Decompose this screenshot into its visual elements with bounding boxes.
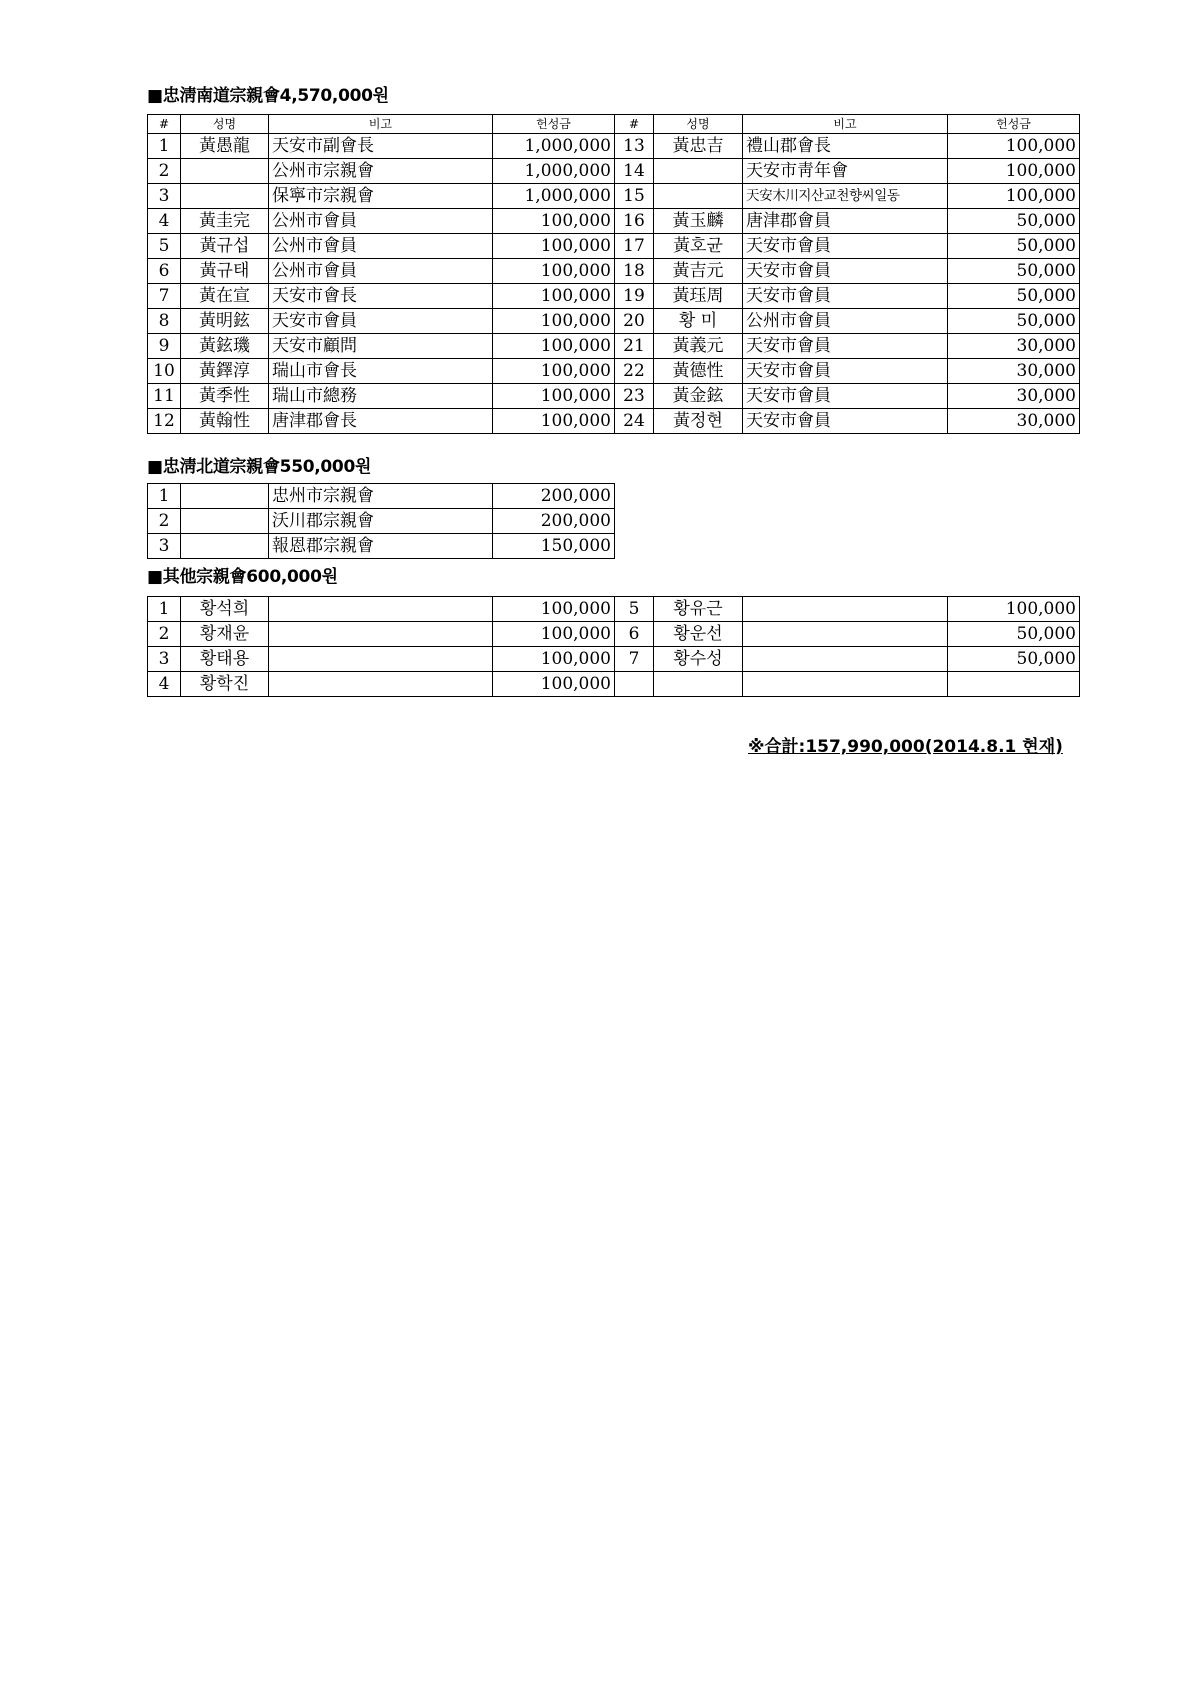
donor-name — [181, 484, 269, 509]
note-cell: 天安市靑年會 — [743, 159, 948, 184]
amount-cell: 30,000 — [948, 359, 1080, 384]
donor-name: 黃玉麟 — [654, 209, 743, 234]
table-row — [148, 622, 1080, 647]
donor-name: 黃鉉璣 — [181, 334, 269, 359]
note-cell: 天安市會員 — [743, 359, 948, 384]
donor-name — [181, 159, 269, 184]
donor-name: 黃忠吉 — [654, 134, 743, 159]
note-cell — [743, 672, 948, 697]
donor-name: 황 미 — [654, 309, 743, 334]
row-number: 10 — [148, 359, 181, 384]
amount-cell: 50,000 — [948, 259, 1080, 284]
row-number: 13 — [615, 134, 654, 159]
donor-name: 황학진 — [181, 672, 269, 697]
row-number: 8 — [148, 309, 181, 334]
row-number: 2 — [148, 622, 181, 647]
donation-table-chungnam — [147, 114, 1080, 434]
note-cell: 天安市會員 — [743, 259, 948, 284]
donor-name: 黃圭完 — [181, 209, 269, 234]
row-number: 15 — [615, 184, 654, 209]
amount-cell: 100,000 — [493, 597, 615, 622]
table-row — [148, 359, 1080, 384]
note-cell: 保寧市宗親會 — [269, 184, 493, 209]
row-number: 19 — [615, 284, 654, 309]
note-cell: 天安市顧問 — [269, 334, 493, 359]
note-cell: 報恩郡宗親會 — [269, 534, 493, 559]
amount-cell: 30,000 — [948, 409, 1080, 434]
row-number: 2 — [148, 159, 181, 184]
amount-cell: 200,000 — [493, 484, 615, 509]
amount-cell: 50,000 — [948, 284, 1080, 309]
donor-name: 황운선 — [654, 622, 743, 647]
donor-name: 黃季性 — [181, 384, 269, 409]
table-row — [148, 672, 1080, 697]
row-number: 1 — [148, 597, 181, 622]
amount-cell: 100,000 — [493, 309, 615, 334]
row-number: 1 — [148, 134, 181, 159]
note-cell: 天安木川지산교천향씨일동 — [743, 184, 948, 209]
table-row — [148, 647, 1080, 672]
donor-name — [654, 184, 743, 209]
row-number: 7 — [148, 284, 181, 309]
amount-cell: 50,000 — [948, 647, 1080, 672]
table-row — [148, 384, 1080, 409]
note-cell: 禮山郡會長 — [743, 134, 948, 159]
note-cell — [269, 597, 493, 622]
amount-cell: 50,000 — [948, 209, 1080, 234]
row-number: 22 — [615, 359, 654, 384]
amount-cell: 100,000 — [493, 647, 615, 672]
row-number: 5 — [615, 597, 654, 622]
note-cell: 唐津郡會員 — [743, 209, 948, 234]
amount-cell: 100,000 — [493, 209, 615, 234]
amount-cell — [948, 672, 1080, 697]
donor-name: 黃德性 — [654, 359, 743, 384]
amount-cell: 100,000 — [493, 234, 615, 259]
amount-cell: 30,000 — [948, 384, 1080, 409]
row-number: 4 — [148, 209, 181, 234]
table-row — [148, 309, 1080, 334]
donor-name: 黃鐸淳 — [181, 359, 269, 384]
table-row — [148, 284, 1080, 309]
table-row — [148, 509, 615, 534]
row-number: 7 — [615, 647, 654, 672]
donor-name — [181, 184, 269, 209]
note-cell: 公州市會員 — [269, 259, 493, 284]
note-cell: 公州市宗親會 — [269, 159, 493, 184]
row-number: 14 — [615, 159, 654, 184]
note-cell — [743, 647, 948, 672]
note-cell — [743, 622, 948, 647]
amount-cell: 100,000 — [948, 159, 1080, 184]
note-cell: 天安市會員 — [743, 284, 948, 309]
note-cell — [269, 672, 493, 697]
header-amount: 헌성금 — [948, 115, 1080, 134]
section-title-others: ■其他宗親會600,000원 — [147, 567, 338, 587]
table-row — [148, 209, 1080, 234]
row-number: 6 — [615, 622, 654, 647]
header-number: # — [615, 115, 654, 134]
amount-cell: 30,000 — [948, 334, 1080, 359]
donor-name: 황태용 — [181, 647, 269, 672]
table-header-row — [148, 115, 1080, 134]
row-number: 6 — [148, 259, 181, 284]
amount-cell: 100,000 — [493, 409, 615, 434]
table-row — [148, 334, 1080, 359]
table-row — [148, 234, 1080, 259]
row-number: 21 — [615, 334, 654, 359]
amount-cell: 50,000 — [948, 234, 1080, 259]
donor-name: 黃義元 — [654, 334, 743, 359]
amount-cell: 100,000 — [493, 672, 615, 697]
note-cell: 沃川郡宗親會 — [269, 509, 493, 534]
row-number: 18 — [615, 259, 654, 284]
row-number: 1 — [148, 484, 181, 509]
note-cell: 忠州市宗親會 — [269, 484, 493, 509]
header-note: 비고 — [743, 115, 948, 134]
header-amount: 헌성금 — [493, 115, 615, 134]
amount-cell: 100,000 — [493, 259, 615, 284]
donor-name: 황유근 — [654, 597, 743, 622]
row-number: 23 — [615, 384, 654, 409]
header-name: 성명 — [654, 115, 743, 134]
amount-cell: 150,000 — [493, 534, 615, 559]
note-cell: 瑞山市會長 — [269, 359, 493, 384]
amount-cell: 100,000 — [948, 184, 1080, 209]
header-note: 비고 — [269, 115, 493, 134]
donor-name: 黃明鉉 — [181, 309, 269, 334]
donor-name — [654, 159, 743, 184]
amount-cell: 100,000 — [493, 334, 615, 359]
note-cell: 天安市會員 — [269, 309, 493, 334]
table-row — [148, 159, 1080, 184]
table-row — [148, 184, 1080, 209]
donor-name: 黃규태 — [181, 259, 269, 284]
amount-cell: 100,000 — [493, 622, 615, 647]
grand-total: ※合計:157,990,000(2014.8.1 현재) — [748, 737, 1063, 757]
row-number: 3 — [148, 647, 181, 672]
amount-cell: 1,000,000 — [493, 159, 615, 184]
donor-name: 황석희 — [181, 597, 269, 622]
amount-cell: 50,000 — [948, 309, 1080, 334]
donor-name — [181, 509, 269, 534]
note-cell: 天安市會員 — [743, 234, 948, 259]
donor-name: 황수성 — [654, 647, 743, 672]
table-row — [148, 597, 1080, 622]
amount-cell: 100,000 — [493, 284, 615, 309]
donor-name: 黃정현 — [654, 409, 743, 434]
note-cell — [269, 622, 493, 647]
donor-name: 黃金鉉 — [654, 384, 743, 409]
donor-name — [181, 534, 269, 559]
table-row — [148, 259, 1080, 284]
table-row — [148, 409, 1080, 434]
table-row — [148, 134, 1080, 159]
note-cell: 瑞山市總務 — [269, 384, 493, 409]
note-cell: 天安市會長 — [269, 284, 493, 309]
row-number: 4 — [148, 672, 181, 697]
donor-name: 黃吉元 — [654, 259, 743, 284]
note-cell: 天安市副會長 — [269, 134, 493, 159]
note-cell: 唐津郡會長 — [269, 409, 493, 434]
row-number — [615, 672, 654, 697]
donor-name: 黃호균 — [654, 234, 743, 259]
note-cell: 公州市會員 — [269, 234, 493, 259]
note-cell: 天安市會員 — [743, 384, 948, 409]
row-number: 12 — [148, 409, 181, 434]
amount-cell: 100,000 — [493, 384, 615, 409]
donor-name: 黃愚龍 — [181, 134, 269, 159]
table-row — [148, 484, 615, 509]
section-title-chungbuk: ■忠淸北道宗親會550,000원 — [147, 457, 372, 477]
section-title-chungnam: ■忠淸南道宗親會4,570,000원 — [147, 86, 389, 106]
donor-name — [654, 672, 743, 697]
amount-cell: 1,000,000 — [493, 134, 615, 159]
amount-cell: 1,000,000 — [493, 184, 615, 209]
donation-table-chungbuk — [147, 483, 615, 559]
donor-name: 黃珏周 — [654, 284, 743, 309]
donation-table-others — [147, 596, 1080, 697]
row-number: 5 — [148, 234, 181, 259]
header-name: 성명 — [181, 115, 269, 134]
note-cell: 公州市會員 — [743, 309, 948, 334]
amount-cell: 100,000 — [948, 597, 1080, 622]
header-number: # — [148, 115, 181, 134]
row-number: 2 — [148, 509, 181, 534]
note-cell: 天安市會員 — [743, 334, 948, 359]
row-number: 24 — [615, 409, 654, 434]
row-number: 11 — [148, 384, 181, 409]
donor-name: 황재윤 — [181, 622, 269, 647]
table-row — [148, 534, 615, 559]
donor-name: 黃在宣 — [181, 284, 269, 309]
amount-cell: 100,000 — [493, 359, 615, 384]
note-cell — [269, 647, 493, 672]
donor-name: 黃규섭 — [181, 234, 269, 259]
row-number: 9 — [148, 334, 181, 359]
amount-cell: 100,000 — [948, 134, 1080, 159]
row-number: 20 — [615, 309, 654, 334]
donor-name: 黃翰性 — [181, 409, 269, 434]
amount-cell: 50,000 — [948, 622, 1080, 647]
row-number: 16 — [615, 209, 654, 234]
amount-cell: 200,000 — [493, 509, 615, 534]
row-number: 3 — [148, 534, 181, 559]
note-cell: 公州市會員 — [269, 209, 493, 234]
note-cell: 天安市會員 — [743, 409, 948, 434]
row-number: 17 — [615, 234, 654, 259]
note-cell — [743, 597, 948, 622]
row-number: 3 — [148, 184, 181, 209]
